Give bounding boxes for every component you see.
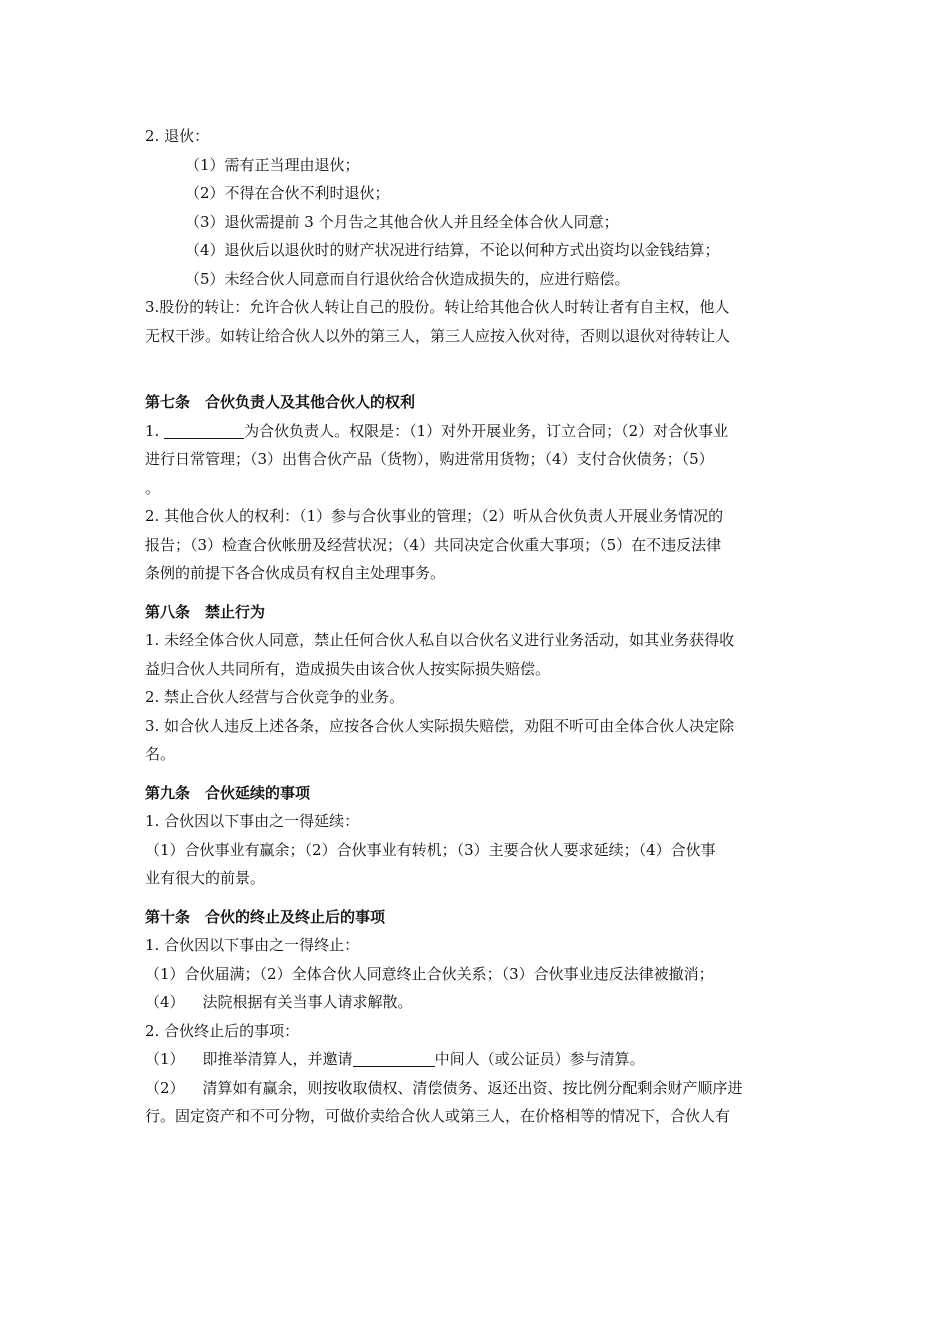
article-8-item-1-line-2: 益归合伙人共同所有，造成损失由该合伙人按实际损失赔偿。 — [145, 659, 551, 678]
mediator-name-blank[interactable] — [353, 1049, 435, 1067]
article-7-item-1-line-3: 。 — [145, 478, 161, 497]
withdraw-item-4: （4）退伙后以退伙时的财产状况进行结算，不论以何种方式出资均以金钱结算； — [185, 241, 720, 259]
article-10-sub-1-pre: 即推举清算人，并邀请 — [202, 1050, 353, 1068]
article-8-item-3-line-1: 3. 如合伙人违反上述各条，应按各合伙人实际损失赔偿，劝阻不听可由全体合伙人决定除 — [145, 716, 735, 735]
article-10-item-2: 2. 合伙终止后的事项： — [145, 1021, 300, 1040]
spacer — [145, 350, 810, 388]
article-7-item-1-line-1 — [145, 417, 810, 446]
article-7-item-2-line-2: 报告；（3）检查合伙帐册及经营状况；（4）共同决定合伙重大事项；（5）在不违反法律 — [145, 535, 722, 554]
document-body — [145, 122, 810, 1131]
article-7-item-2-line-1: 2. 其他合伙人的权利：（1）参与合伙事业的管理；（2）听从合伙负责人开展业务情况的 — [145, 507, 724, 525]
article-9-item-1: 1. 合伙因以下事由之一得延续： — [145, 812, 360, 830]
article-8-item-3-line-2: 名。 — [145, 745, 176, 763]
withdraw-item-5: （5）未经合伙人同意而自行退伙给合伙造成损失的，应进行赔偿。 — [185, 269, 630, 288]
article-7-item-1-line-2: 进行日常管理；（3）出售合伙产品（货物），购进常用货物；（4）支付合伙债务；（5） — [145, 450, 714, 468]
article-7-heading: 第七条 合伙负责人及其他合伙人的权利 — [145, 393, 416, 411]
article-10-item-1: 1. 合伙因以下事由之一得终止： — [145, 936, 360, 954]
article-10-sub-2-line-1 — [145, 1074, 810, 1103]
article-10-sub-2-text: 清算如有赢余，则按收取债权、清偿债务、返还出资、按比例分配剩余财产顺序进 — [202, 1078, 743, 1097]
article-10-sub-1-num: （1） — [145, 1050, 185, 1068]
article-10-detail-text: 法院根据有关当事人请求解散。 — [202, 993, 413, 1011]
article-10-detail-line-1: （1）合伙届满；（2）全体合伙人同意终止合伙关系；（3）合伙事业违反法律被撤消； — [145, 964, 714, 983]
article-7-item-1-prefix: 1. — [145, 421, 165, 440]
article-10-detail-num: （4） — [145, 993, 185, 1011]
withdraw-item-3: （3）退伙需提前 3 个月告之其他合伙人并且经全体合伙人同意； — [185, 212, 619, 231]
article-8-item-2: 2. 禁止合伙人经营与合伙竞争的业务。 — [145, 688, 405, 706]
article-7-item-2-line-3: 条例的前提下各合伙成员有权自主处理事务。 — [145, 564, 446, 582]
article-10-sub-2-num: （2） — [145, 1078, 185, 1097]
article-9-detail-line-1: （1）合伙事业有赢余；（2）合伙事业有转机；（3）主要合伙人要求延续；（4）合伙事 — [145, 840, 716, 859]
article-9-heading: 第九条 合伙延续的事项 — [145, 783, 311, 802]
article-8-heading: 第八条 禁止行为 — [145, 602, 266, 621]
article-10-sub-1-post: 中间人（或公证员）参与清算。 — [434, 1050, 645, 1068]
article-10-sub-2-line-2: 行。固定资产和不可分物，可做价卖给合伙人或第三人，在价格相等的情况下，合伙人有 — [145, 1107, 731, 1125]
withdraw-item-1: （1）需有正当理由退伙； — [185, 155, 360, 174]
article-10-detail-line-2 — [145, 988, 810, 1017]
article-10-heading: 第十条 合伙的终止及终止后的事项 — [145, 907, 386, 926]
article-8-item-1-line-1: 1. 未经全体合伙人同意，禁止任何合伙人私自以合伙名义进行业务活动，如其业务获得收 — [145, 631, 735, 649]
withdraw-title: 2. 退伙： — [145, 127, 210, 145]
article-7-item-1-text: 为合伙负责人。权限是：（1）对外开展业务，订立合同；（2）对合伙事业 — [244, 421, 729, 440]
spacer — [145, 769, 810, 779]
spacer — [145, 893, 810, 903]
spacer — [145, 588, 810, 598]
transfer-line-2: 无权干涉。如转让给合伙人以外的第三人，第三人应按入伙对待，否则以退伙对待转让人 — [145, 326, 731, 345]
article-9-detail-line-2: 业有很大的前景。 — [145, 869, 266, 887]
article-10-sub-1 — [145, 1045, 810, 1074]
transfer-line-1: 3.股份的转让：允许合伙人转让自己的股份。转让给其他合伙人时转让者有自主权，他人 — [145, 298, 730, 316]
leader-name-blank[interactable] — [164, 421, 244, 439]
withdraw-item-2: （2）不得在合伙不利时退伙； — [185, 184, 390, 202]
